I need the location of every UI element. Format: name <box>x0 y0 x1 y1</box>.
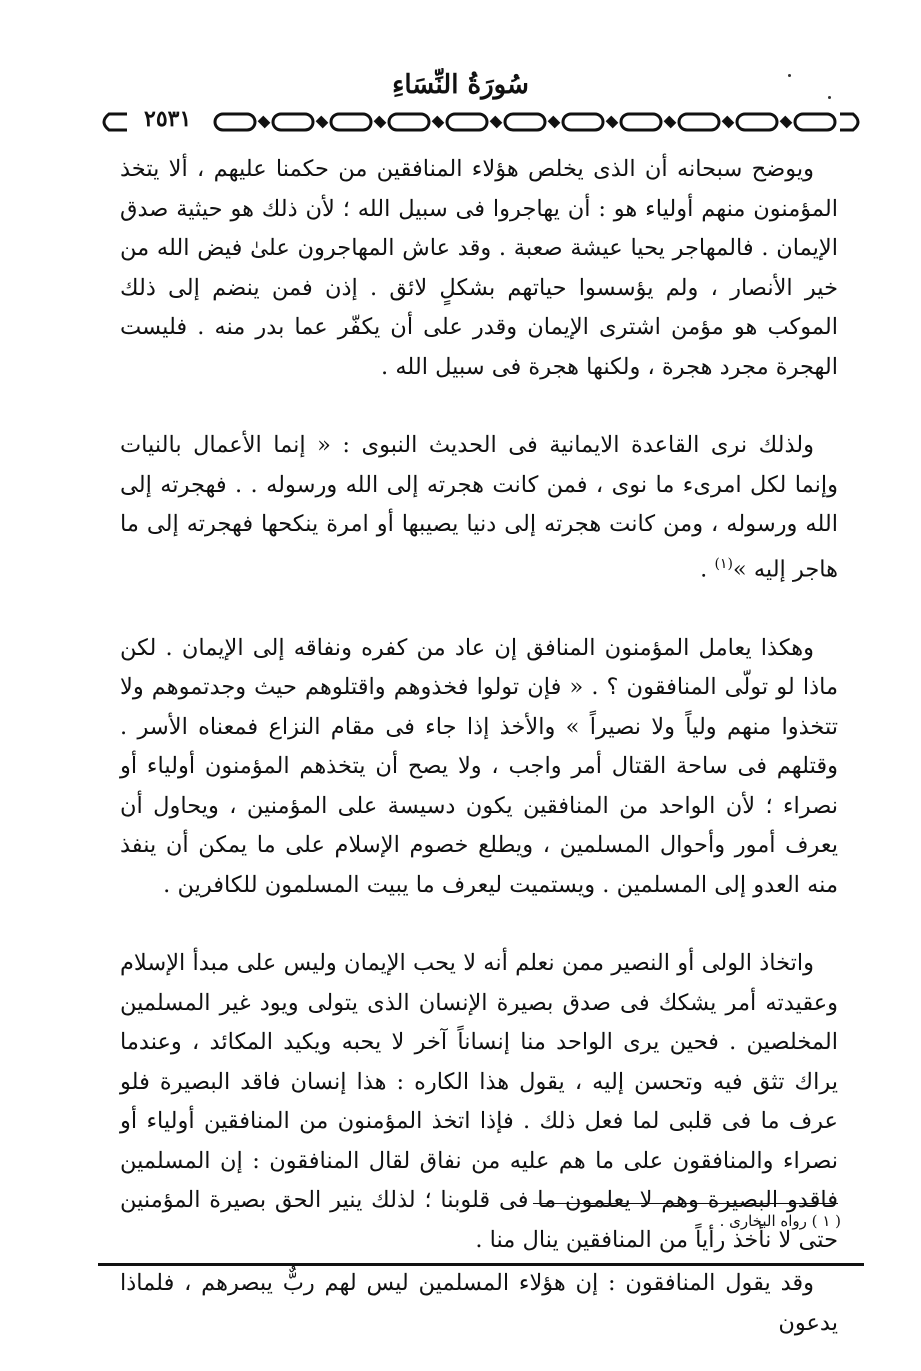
footnote-ref: (١) <box>714 555 733 572</box>
hadith-text: ولذلك نرى القاعدة الايمانية فى الحديث النبوى : « إنما الأعمال بالنيات وإنما لكل امرىء ما نوى ، فمن كانت هجرته إلى الله ورسوله . . فهجرته إلى الله ورسوله ، ومن كانت هجرته إلى دنيا يصيبها أو امرة ينكحها فهجرته إلى ما هاجر إليه » <box>120 432 838 582</box>
scan-speck <box>788 74 791 77</box>
footnote: ( ١ ) رواه البخارى . <box>719 1212 841 1230</box>
body-text <box>120 150 838 1343</box>
page-bottom-rule <box>98 1263 864 1266</box>
paragraph-3: وهكذا يعامل المؤمنون المنافق إن عاد من كفره ونفاقه إلى الإيمان . لكن ماذا لو تولّى المنافقون ؟ . « فإن تولوا فخذوهم واقتلوهم حيث وجدتموهم ولا تتخذوا منهم ولياً ولا نصيراً » والأخذ إذا جاء فى مقام النزاع فمعناه الأسر . وقتلهم فى ساحة القتال أمر واجب ، ولا يصح أن يتخذهم المؤمنون أولياء أو نصراء ؛ لأن الواحد من المنافقين يكون دسيسة على المؤمنين ، ويحاول أن يعرف أمور وأحوال المسلمين ، ويطلع خصوم الإسلام على ما يمكن أن ينفذ منه العدو إلى المسلمين . ويستميت ليعرف ما يبيت المسلمون للكافرين . <box>120 634 838 898</box>
surah-title: سُورَةُ النِّسَاءِ <box>392 70 529 100</box>
paragraph-2 <box>120 426 838 590</box>
paragraph-4: واتخاذ الولى أو النصير ممن نعلم أنه لا يحب الإيمان وليس على مبدأ الإسلام وعقيدته أمر يشكك فى صدق بصيرة الإنسان الذى يتولى ويود غير المسلمين المخلصين . فحين يرى الواحد منا إنساناً آخر لا يحبه ويكيد المكائد ، وعندما يراك تثق فيه وتحسن إليه ، يقول هذا الكاره : هذا إنسان فاقد البصيرة فلو عرف ما فى قلبى لما فعل ذلك . فإذا اتخذ المؤمنون من المنافقين أولياء أو نصراء والمنافقون على ما هم عليه من نفاق لقال المنافقون : إن المسلمين فاقدو البصيرة وهم لا يعلمون ما فى قلوبنا ؛ لذلك ينير الحق بصيرة المؤمنين حتى لا نأخذ رأياً من المنافقين ينال منا . <box>120 950 838 1253</box>
hadith-end: . <box>700 556 715 582</box>
footnote-divider <box>533 1203 838 1204</box>
paragraph-5: وقد يقول المنافقون : إن هؤلاء المسلمين ليس لهم ربٌّ يبصرهم ، فلماذا يدعون <box>120 1270 838 1336</box>
header-ornament-band <box>95 108 865 136</box>
paragraph-1: ويوضح سبحانه أن الذى يخلص هؤلاء المنافقين من حكمنا عليهم ، ألا يتخذ المؤمنون منهم أولياء هو : أن يهاجروا فى سبيل الله ؛ لأن ذلك هو حيثية صدق الإيمان . فالمهاجر يحيا عيشة صعبة . وقد عاش المهاجرون علىٰ فيض الله من خير الأنصار ، ولم يؤسسوا حياتهم بشكلٍ لائق . إذن فمن ينضم إلى ذلك الموكب هو مؤمن اشترى الإيمان وقدر على أن يكفّر عما بدر منه . فليست الهجرة مجرد هجرة ، ولكنها هجرة فى سبيل الله . <box>120 156 838 380</box>
page-number: ٢٥٣١ <box>140 106 195 132</box>
scan-speck <box>828 96 831 99</box>
